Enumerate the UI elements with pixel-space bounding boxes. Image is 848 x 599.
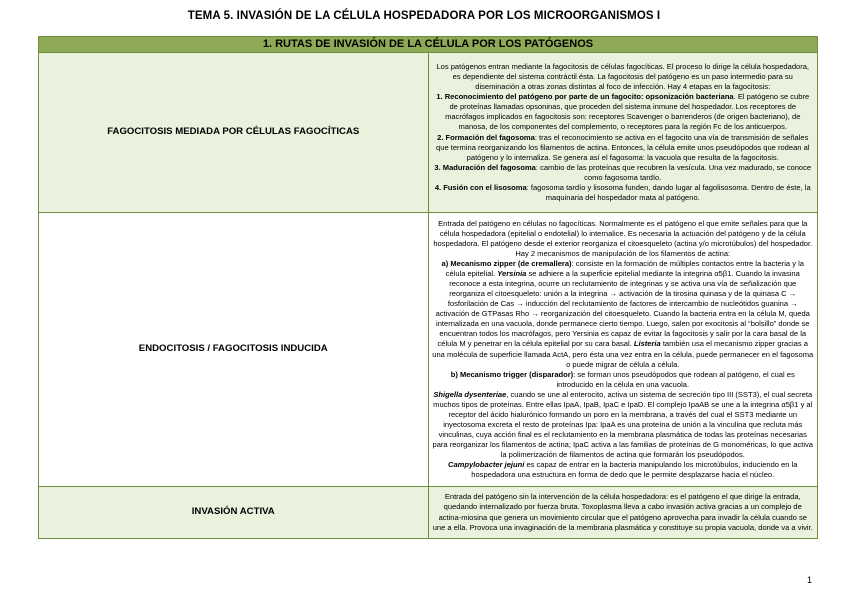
table-header: 1. RUTAS DE INVASIÓN DE LA CÉLULA POR LOS PATÓGENOS — [39, 37, 818, 53]
row-label-text: FAGOCITOSIS MEDIADA POR CÉLULAS FAGOCÍTICAS — [107, 126, 360, 138]
document-title: TEMA 5. INVASIÓN DE LA CÉLULA HOSPEDADORA POR LOS MICROORGANISMOS I — [187, 10, 661, 22]
endocitosis-intro: Entrada del patógeno en células no fagocíticas. Normalmente es el patógeno el que emite señales para que la célula hospedadora (epitelial o endotelial) lo internalice. Es necesaria la actuación del patógeno y de la célula hospedadora. El patógeno desde el exterior reorganiza el citoesqueleto (actina y/o microtúbulos) del hospedador. Hay 2 mecanismos de manipulación de los filamentos de actina: — [433, 218, 813, 259]
step-3-title: 3. Maduración del fagosoma — [434, 162, 536, 172]
mechanism-zipper — [432, 259, 815, 370]
row-label-invasion-activa — [39, 487, 429, 539]
yersinia-name: Yersinia — [497, 269, 527, 279]
invasion-routes-table — [38, 36, 818, 539]
row-label-fagocitosis — [39, 53, 429, 213]
fagocitosis-step-3 — [432, 163, 815, 183]
fagocitosis-intro: Los patógenos entran mediante la fagocitosis de células fagocíticas. El proceso lo dirige la célula hospedadora, es dependiente del sistema contráctil ésta. La fagocitosis del patógeno es un paso intermedio para su diseminación a otras zonas distintas al foco de infección. Hay 4 etapas en la fagocitosis: — [436, 62, 810, 92]
row-label-text: ENDOCITOSIS / FAGOCITOSIS INDUCIDA — [138, 343, 328, 355]
campylobacter-name: Campylobacter jejuni — [448, 460, 525, 470]
campylobacter-text: es capaz de entrar en la bacteria manipulando los microtúbulos, induciendo en la hospedadora una estructura en forma de dedo que le permite desplazarse hacia el núcleo. — [471, 460, 798, 480]
row-content-fagocitosis — [428, 53, 818, 213]
shigella-text: , cuando se une al enterocito, activa un sistema de secreción tipo III (SST3), el cual secreta muchos tipos de proteínas. Entre ellas IpaA, IpaB, IpaC e IpaD. El complejo IpaAB se une a la integrina α5β1 y al receptor del ácido hialurónico formando un poro en la membrana, a través del cual el SST3 mediante un inyectosoma excreta el resto de proteínas Ipa: IpaA es una proteína de unión a la vinculina que recluta más vinculinas, cuya acción final es el reclutamiento en la membrana plasmática de todas las proteínas necesarias para reorganizar los filamentos de actina; IpaC activa a las familias de proteínas de G monoméricas, lo que activa la polimerización de filamentos de actina que formarán los pseudópodos. — [432, 389, 813, 459]
page-number: 1 — [806, 575, 812, 585]
fagocitosis-step-4 — [432, 183, 815, 203]
shigella-paragraph — [432, 390, 815, 460]
row-label-endocitosis — [39, 213, 429, 487]
campylobacter-paragraph — [432, 460, 815, 480]
trigger-title: b) Mecanismo trigger (disparador) — [450, 369, 574, 379]
table-row-fagocitosis — [39, 53, 818, 213]
zipper-title: a) Mecanismo zipper (de cremallera) — [441, 259, 572, 269]
step-3-text: : cambio de las proteínas que recubren la vesícula. Una vez madurado, se conoce como fagosoma tardío. — [535, 162, 812, 182]
step-2-text: : tras el reconocimiento se activa en el fagocito una vía de transmisión de señales que termina reorganizando los filamentos de actina. Entonces, la célula emite unos pseudópodos que rodean al patógeno y lo internaliza. Se genera así el fagosoma: la vacuola que resulta de la fagocitosis. — [436, 132, 810, 162]
fagocitosis-step-1 — [432, 92, 815, 132]
step-1-title: 1. Reconocimiento del patógeno por parte de un fagocito: opsonización bacteriana — [436, 92, 734, 102]
listeria-name: Listeria — [633, 339, 661, 349]
step-4-title: 4. Fusión con el lisosoma — [434, 182, 527, 192]
fagocitosis-step-2 — [432, 133, 815, 163]
row-content-endocitosis — [428, 213, 818, 487]
table-row-endocitosis — [39, 213, 818, 487]
zipper-text-3: también usa el mecanismo zipper gracias a una molécula de superficie llamada ActA, pero ésta una vez entra en la célula, puede permanecer en el fagosoma o puede migrar de célula a célula. — [432, 339, 814, 369]
trigger-text: : se forman unos pseudópodos que rodean al patógeno, el cual es introducido en la célula en una vacuola. — [556, 369, 795, 389]
zipper-text: : consiste en la formación de múltiples contactos entre la bacteria y la célula epitelial. — [445, 259, 804, 279]
invasion-activa-text: Entrada del patógeno sin la intervención de la célula hospedadora: es el patógeno el que dirige la entrada, quedando internalizado por fuerza bruta. Toxoplasma lleva a cabo invasión activa gracias a un complejo de actina-miosina que genera un movimiento circular que el patógeno aprovecha para invadir la célula cuando se une a ella. Provoca una invaginación de la membrana plasmática y constituye su propia vacuola, donde va a vivir. — [432, 492, 813, 532]
shigella-name: Shigella dysenteriae — [433, 389, 507, 399]
mechanism-trigger — [432, 370, 815, 390]
table-row-invasion-activa — [39, 487, 818, 539]
step-1-text: . El patógeno se cubre de proteínas llamadas opsoninas, que proceden del sistema inmune del hospedador. Los receptores de macrófagos implicados en fagocitosis son: receptores Scavenger o barrenderos (de origen bacteriano), de manosa, de los componentes del complemento, o receptores para la región Fc de los anticuerpos. — [445, 92, 810, 132]
step-4-text: : fagosoma tardío y lisosoma funden, dando lugar al fagolisosoma. Dentro de éste, la maquinaria del hospedador mata al patógeno. — [526, 182, 811, 202]
step-2-title: 2. Formación del fagosoma — [437, 132, 535, 142]
zipper-text-2: se adhiere a la superficie epitelial mediante la integrina α5β1. Cuando la invasina reconoce a esta integrina, ocurre un reclutamiento de integrinas y se activa una vía de señalización que reorganiza el citoesqueleto: unión a la integrina → activación de la tirosina quinasa y de la quinasa C → fosforilación de Cas → inducción del reclutamiento de factores de intercambio de nucleótidos guanina → activación de GTPasas Rho → reorganización del citoesqueleto. Cuando la bacteria entra en la célula M, queda internalizada en una vacuola, donde permanece cierto tiempo. Luego, salen por exocitosis al “bolsillo” donde se encuentran todos los macrófagos, pero Yersinia es capaz de evitar la fagocitosis y salir por la cara basal de la célula M y penetrar en la célula epitelial por su cara basal. — [435, 269, 810, 349]
row-label-text: INVASIÓN ACTIVA — [191, 506, 275, 518]
row-content-invasion-activa — [428, 487, 818, 539]
